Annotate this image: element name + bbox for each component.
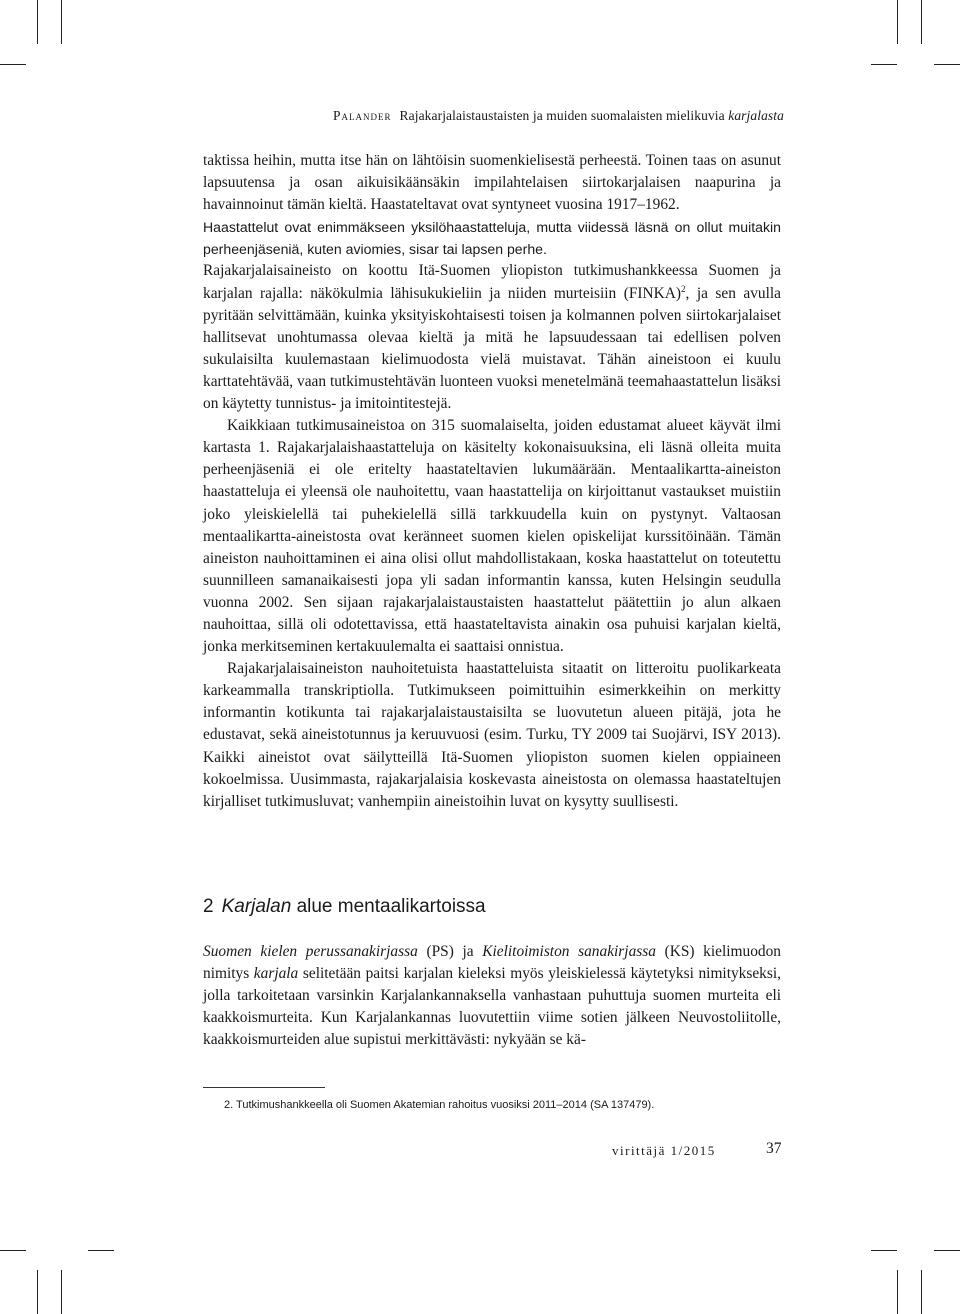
section-number: 2: [203, 896, 214, 917]
running-head-title: Rajakarjalaistaustaisten ja muiden suomalaisten mielikuvia: [399, 108, 725, 123]
crop-mark: [0, 1250, 26, 1251]
book-title-1: Suomen kielen perussanakirjassa: [203, 943, 418, 960]
crop-mark: [921, 1270, 922, 1314]
paragraph-1-text: taktissa heihin, mutta itse hän on lähtöisin suomenkielisestä perheestä. Toinen taas on asunut lapsuutensa ja osan aikuisikäänsäkin impilahtelaisen siirtokarjalaisen naapurina ja havainnoinut tämän kieltä. Haastateltavat ovat syntyneet vuosina 1917–1962.: [203, 152, 781, 214]
running-head-author: Palander: [333, 108, 392, 123]
page-number: 37: [766, 1140, 782, 1157]
section-text-3: selitetään paitsi karjalan kieleksi myös yleiskielessä käytetyksi nimitykseksi, jolla tarkoitetaan varsinkin Karjalankannaksella vanhastaan puhuttuja suomen murteita eli kaakkoismurteita. Kun Karjalankannas luovutettiin viime sotien jälkeen Neuvostoliitolle, kaakkoismurteiden alue supistui merkittävästi: nykyään se kä-: [203, 965, 781, 1049]
crop-mark: [934, 64, 960, 65]
crop-mark: [897, 0, 898, 44]
footnote-rule: [203, 1087, 325, 1088]
section-paragraph: [203, 941, 781, 1051]
paragraph-2: Kaikkiaan tutkimusaineistoa on 315 suomalaiselta, joiden edustamat alueet käyvät ilmi kartasta 1. Rajakarjalaishaastatteluja on käsitelty kokonaisuuksina, eli läsnä olleita muita perheenjäseniä ei ole eritelty haastateltavien lukumäärään. Mentaalikartta-aineiston haastatteluja ei yleensä ole nauhoitettu, vaan haastattelija on kirjoittanut vastaukset muistiin joko yleiskielellä tai puhekielellä sillä tarkkuudella kuin on pystynyt. Valtaosan mentaalikartta-aineistosta ovat keränneet suomen kielen opiskelijat kurssitöinään. Tämän aineiston nauhoittaminen ei aina olisi ollut mahdollistakaan, koska haastattelut on toteutettu suunnilleen samanaikaisesti jopa yli sadan informantin kanssa, kuten Helsingin seudulla vuonna 2002. Sen sijaan rajakarjalaistaustaisten haastattelut päätettiin jo alun alkaen nauhoittaa, sillä oli odotettavissa, että haastateltavista ainakin osa puhuisi karjalan kieltä, jonka merkitseminen kertakuulemalta ei saattaisi onnistua.: [203, 417, 781, 656]
section-title-rest: alue mentaalikartoissa: [291, 896, 486, 917]
running-head-title-italic: karjalasta: [728, 108, 784, 123]
journal-name: virittäjä 1/2015: [612, 1143, 716, 1158]
section-title-italic: Karjalan: [221, 896, 292, 917]
paragraph-1: [203, 150, 781, 216]
paragraph-1-continued: [203, 260, 781, 415]
running-head: [333, 108, 784, 124]
crop-mark: [61, 0, 62, 44]
book-title-2: Kielitoimiston sanakirjassa: [482, 943, 656, 960]
section-body-text: [203, 941, 781, 1051]
crop-mark: [37, 1270, 38, 1314]
section-text-1: (PS) ja: [417, 943, 483, 960]
section-heading: [203, 896, 486, 918]
footnote-reference[interactable]: 2: [681, 283, 686, 294]
paragraph-1-sans: Haastattelut ovat enimmäkseen yksilöhaastatteluja, mutta viidessä läsnä on ollut muitakin perheenjäseniä, kuten aviomies, sisar tai lapsen perhe.: [203, 219, 781, 258]
crop-mark: [88, 1250, 114, 1251]
footnote: 2. Tutkimushankkeella oli Suomen Akatemian rahoitus vuosiksi 2011–2014 (SA 137479).: [224, 1099, 655, 1111]
crop-mark: [871, 1250, 897, 1251]
crop-mark: [871, 64, 897, 65]
paragraph-1-cont-b: , ja sen avulla pyritään selvittämään, kuinka yksityiskohtaisesti toisen ja kolmannen polven siirtokarjalaiset hallitsevat unohtumassa olevaa kieltä ja mitä he lapsuudessaan tai edellisen polven sukulaisilta kuulemastaan kielimuodosta vielä muistavat. Tähän aineistoon ei kuulu karttatehtävää, vaan tutkimustehtävän luonteen vuoksi menetelmänä teemahaastattelun lisäksi on käytetty tunnistus- ja imitointitestejä.: [203, 284, 781, 413]
crop-mark: [934, 1250, 960, 1251]
body-text: [203, 150, 781, 813]
crop-mark: [61, 1270, 62, 1314]
paragraph-3: Rajakarjalaisaineiston nauhoitetuista haastatteluista sitaatit on litteroitu puolikarkeata karkeammalla transkriptiolla. Tutkimukseen poimittuihin esimerkkeihin on merkitty informantin kotikunta tai rajakarjalaistaustaisilta se luovutetun alueen pitäjä, jota he edustavat, sekä aineistotunnus ja keruuvuosi (esim. Turku, TY 2009 tai Suojärvi, ISY 2013). Kaikki aineistot ovat säilytteillä Itä-Suomen yliopiston suomen kielen oppiaineen kokoelmissa. Uusimmasta, rajakarjalaisia koskevasta aineistosta on olemassa haastateltujen kirjalliset tutkimusluvat; vanhempiin aineistoihin luvat on kysytty suullisesti.: [203, 660, 781, 810]
crop-mark: [37, 0, 38, 44]
crop-mark: [897, 1270, 898, 1314]
term-karjala: karjala: [253, 965, 299, 983]
section-text-2: (KS) kielimuodon nimitys: [203, 943, 781, 983]
crop-mark: [0, 64, 26, 65]
paragraph-1-cont-a: Rajakarjalaisaineisto on koottu Itä-Suomen yliopiston tutkimushankkeessa Suomen ja karjalan rajalla: näkökulmia lähisukukieliin ja niiden murteisiin (FINKA): [203, 262, 781, 302]
crop-mark: [921, 0, 922, 44]
